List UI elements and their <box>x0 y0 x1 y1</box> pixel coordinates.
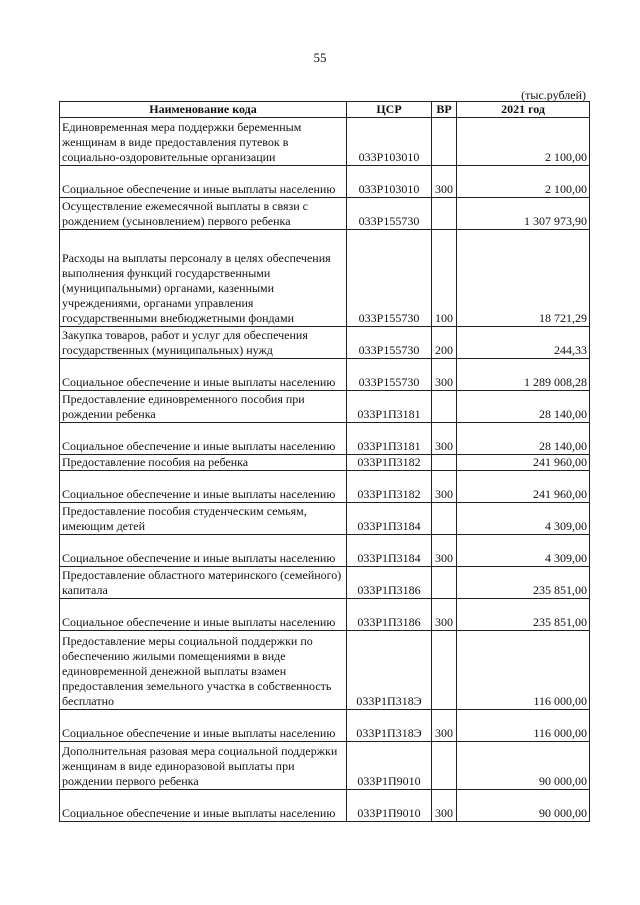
row-amount: 241 960,00 <box>457 455 590 471</box>
header-name: Наименование кода <box>60 102 347 118</box>
row-name: Дополнительная разовая мера социальной поддержки женщинам в виде единоразовой выплаты при рождении первого ребенка <box>60 742 347 790</box>
table-row <box>60 359 590 391</box>
row-name: Закупка товаров, работ и услуг для обеспечения государственных (муниципальных) нужд <box>60 327 347 359</box>
row-amount: 116 000,00 <box>457 631 590 710</box>
table-row <box>60 198 590 230</box>
row-csr: 033Р1П3182 <box>347 455 432 471</box>
row-csr: 033Р1П318Э <box>347 710 432 742</box>
table-body <box>60 118 590 822</box>
row-name: Социальное обеспечение и иные выплаты населению <box>60 359 347 391</box>
row-vr <box>432 198 457 230</box>
row-name: Предоставление меры социальной поддержки по обеспечению жилыми помещениями в виде единовременной денежной выплаты взамен предоставления земельного участка в собственность бесплатно <box>60 631 347 710</box>
row-name: Социальное обеспечение и иные выплаты населению <box>60 710 347 742</box>
header-vr: ВР <box>432 102 457 118</box>
row-csr: 033Р1П3181 <box>347 423 432 455</box>
units-label: (тыс.рублей) <box>521 88 586 102</box>
table-row <box>60 631 590 710</box>
table-header-row <box>60 102 590 118</box>
row-name: Социальное обеспечение и иные выплаты населению <box>60 166 347 198</box>
row-vr <box>432 118 457 166</box>
table-row <box>60 391 590 423</box>
table-row <box>60 423 590 455</box>
row-csr: 033Р1П3186 <box>347 599 432 631</box>
row-vr <box>432 567 457 599</box>
row-amount: 2 100,00 <box>457 118 590 166</box>
row-amount: 2 100,00 <box>457 166 590 198</box>
row-vr: 300 <box>432 790 457 822</box>
table-row <box>60 327 590 359</box>
row-amount: 4 309,00 <box>457 535 590 567</box>
row-vr: 300 <box>432 710 457 742</box>
row-name: Социальное обеспечение и иные выплаты населению <box>60 599 347 631</box>
row-amount: 90 000,00 <box>457 790 590 822</box>
table-row <box>60 710 590 742</box>
row-name: Предоставление пособия студенческим семьям, имеющим детей <box>60 503 347 535</box>
row-vr: 300 <box>432 423 457 455</box>
row-vr: 300 <box>432 359 457 391</box>
row-name: Расходы на выплаты персоналу в целях обеспечения выполнения функций государственными (муниципальными) органами, казенными учреждениями, органами управления государственными внебюджетными фондами <box>60 230 347 327</box>
row-name: Социальное обеспечение и иные выплаты населению <box>60 790 347 822</box>
row-amount: 235 851,00 <box>457 567 590 599</box>
row-amount: 235 851,00 <box>457 599 590 631</box>
row-vr: 100 <box>432 230 457 327</box>
row-csr: 033Р103010 <box>347 118 432 166</box>
table-row <box>60 599 590 631</box>
row-csr: 033Р1П318Э <box>347 631 432 710</box>
row-name: Социальное обеспечение и иные выплаты населению <box>60 535 347 567</box>
row-csr: 033Р103010 <box>347 166 432 198</box>
row-vr: 200 <box>432 327 457 359</box>
row-name: Единовременная мера поддержки беременным женщинам в виде предоставления путевок в социально-оздоровительные организации <box>60 118 347 166</box>
page-number: 55 <box>313 50 327 65</box>
row-csr: 033Р1П3184 <box>347 503 432 535</box>
row-vr: 300 <box>432 535 457 567</box>
row-csr: 033Р1П9010 <box>347 742 432 790</box>
table-row <box>60 535 590 567</box>
table-row <box>60 118 590 166</box>
row-vr <box>432 742 457 790</box>
table-row <box>60 742 590 790</box>
row-csr: 033Р1П3181 <box>347 391 432 423</box>
table-row <box>60 230 590 327</box>
row-csr: 033Р155730 <box>347 198 432 230</box>
table-row <box>60 471 590 503</box>
row-amount: 1 307 973,90 <box>457 198 590 230</box>
row-amount: 18 721,29 <box>457 230 590 327</box>
row-amount: 241 960,00 <box>457 471 590 503</box>
row-name: Социальное обеспечение и иные выплаты населению <box>60 471 347 503</box>
row-name: Предоставление пособия на ребенка <box>60 455 347 471</box>
row-name: Осуществление ежемесячной выплаты в связи с рождением (усыновлением) первого ребенка <box>60 198 347 230</box>
table-row <box>60 790 590 822</box>
row-amount: 28 140,00 <box>457 391 590 423</box>
row-csr: 033Р155730 <box>347 359 432 391</box>
row-amount: 90 000,00 <box>457 742 590 790</box>
row-amount: 244,33 <box>457 327 590 359</box>
row-vr <box>432 391 457 423</box>
row-csr: 033Р1П3182 <box>347 471 432 503</box>
row-vr: 300 <box>432 599 457 631</box>
table-row <box>60 567 590 599</box>
row-csr: 033Р155730 <box>347 327 432 359</box>
row-vr <box>432 631 457 710</box>
row-amount: 116 000,00 <box>457 710 590 742</box>
table-row <box>60 166 590 198</box>
table-row <box>60 503 590 535</box>
row-vr <box>432 503 457 535</box>
row-name: Предоставление областного материнского (семейного) капитала <box>60 567 347 599</box>
row-csr: 033Р1П3184 <box>347 535 432 567</box>
header-csr: ЦСР <box>347 102 432 118</box>
row-csr: 033Р155730 <box>347 230 432 327</box>
row-name: Предоставление единовременного пособия при рождении ребенка <box>60 391 347 423</box>
row-amount: 28 140,00 <box>457 423 590 455</box>
row-amount: 4 309,00 <box>457 503 590 535</box>
row-name: Социальное обеспечение и иные выплаты населению <box>60 423 347 455</box>
row-csr: 033Р1П3186 <box>347 567 432 599</box>
row-csr: 033Р1П9010 <box>347 790 432 822</box>
budget-table <box>59 101 590 822</box>
table-row <box>60 455 590 471</box>
row-amount: 1 289 008,28 <box>457 359 590 391</box>
row-vr: 300 <box>432 471 457 503</box>
header-amount: 2021 год <box>457 102 590 118</box>
row-vr <box>432 455 457 471</box>
row-vr: 300 <box>432 166 457 198</box>
